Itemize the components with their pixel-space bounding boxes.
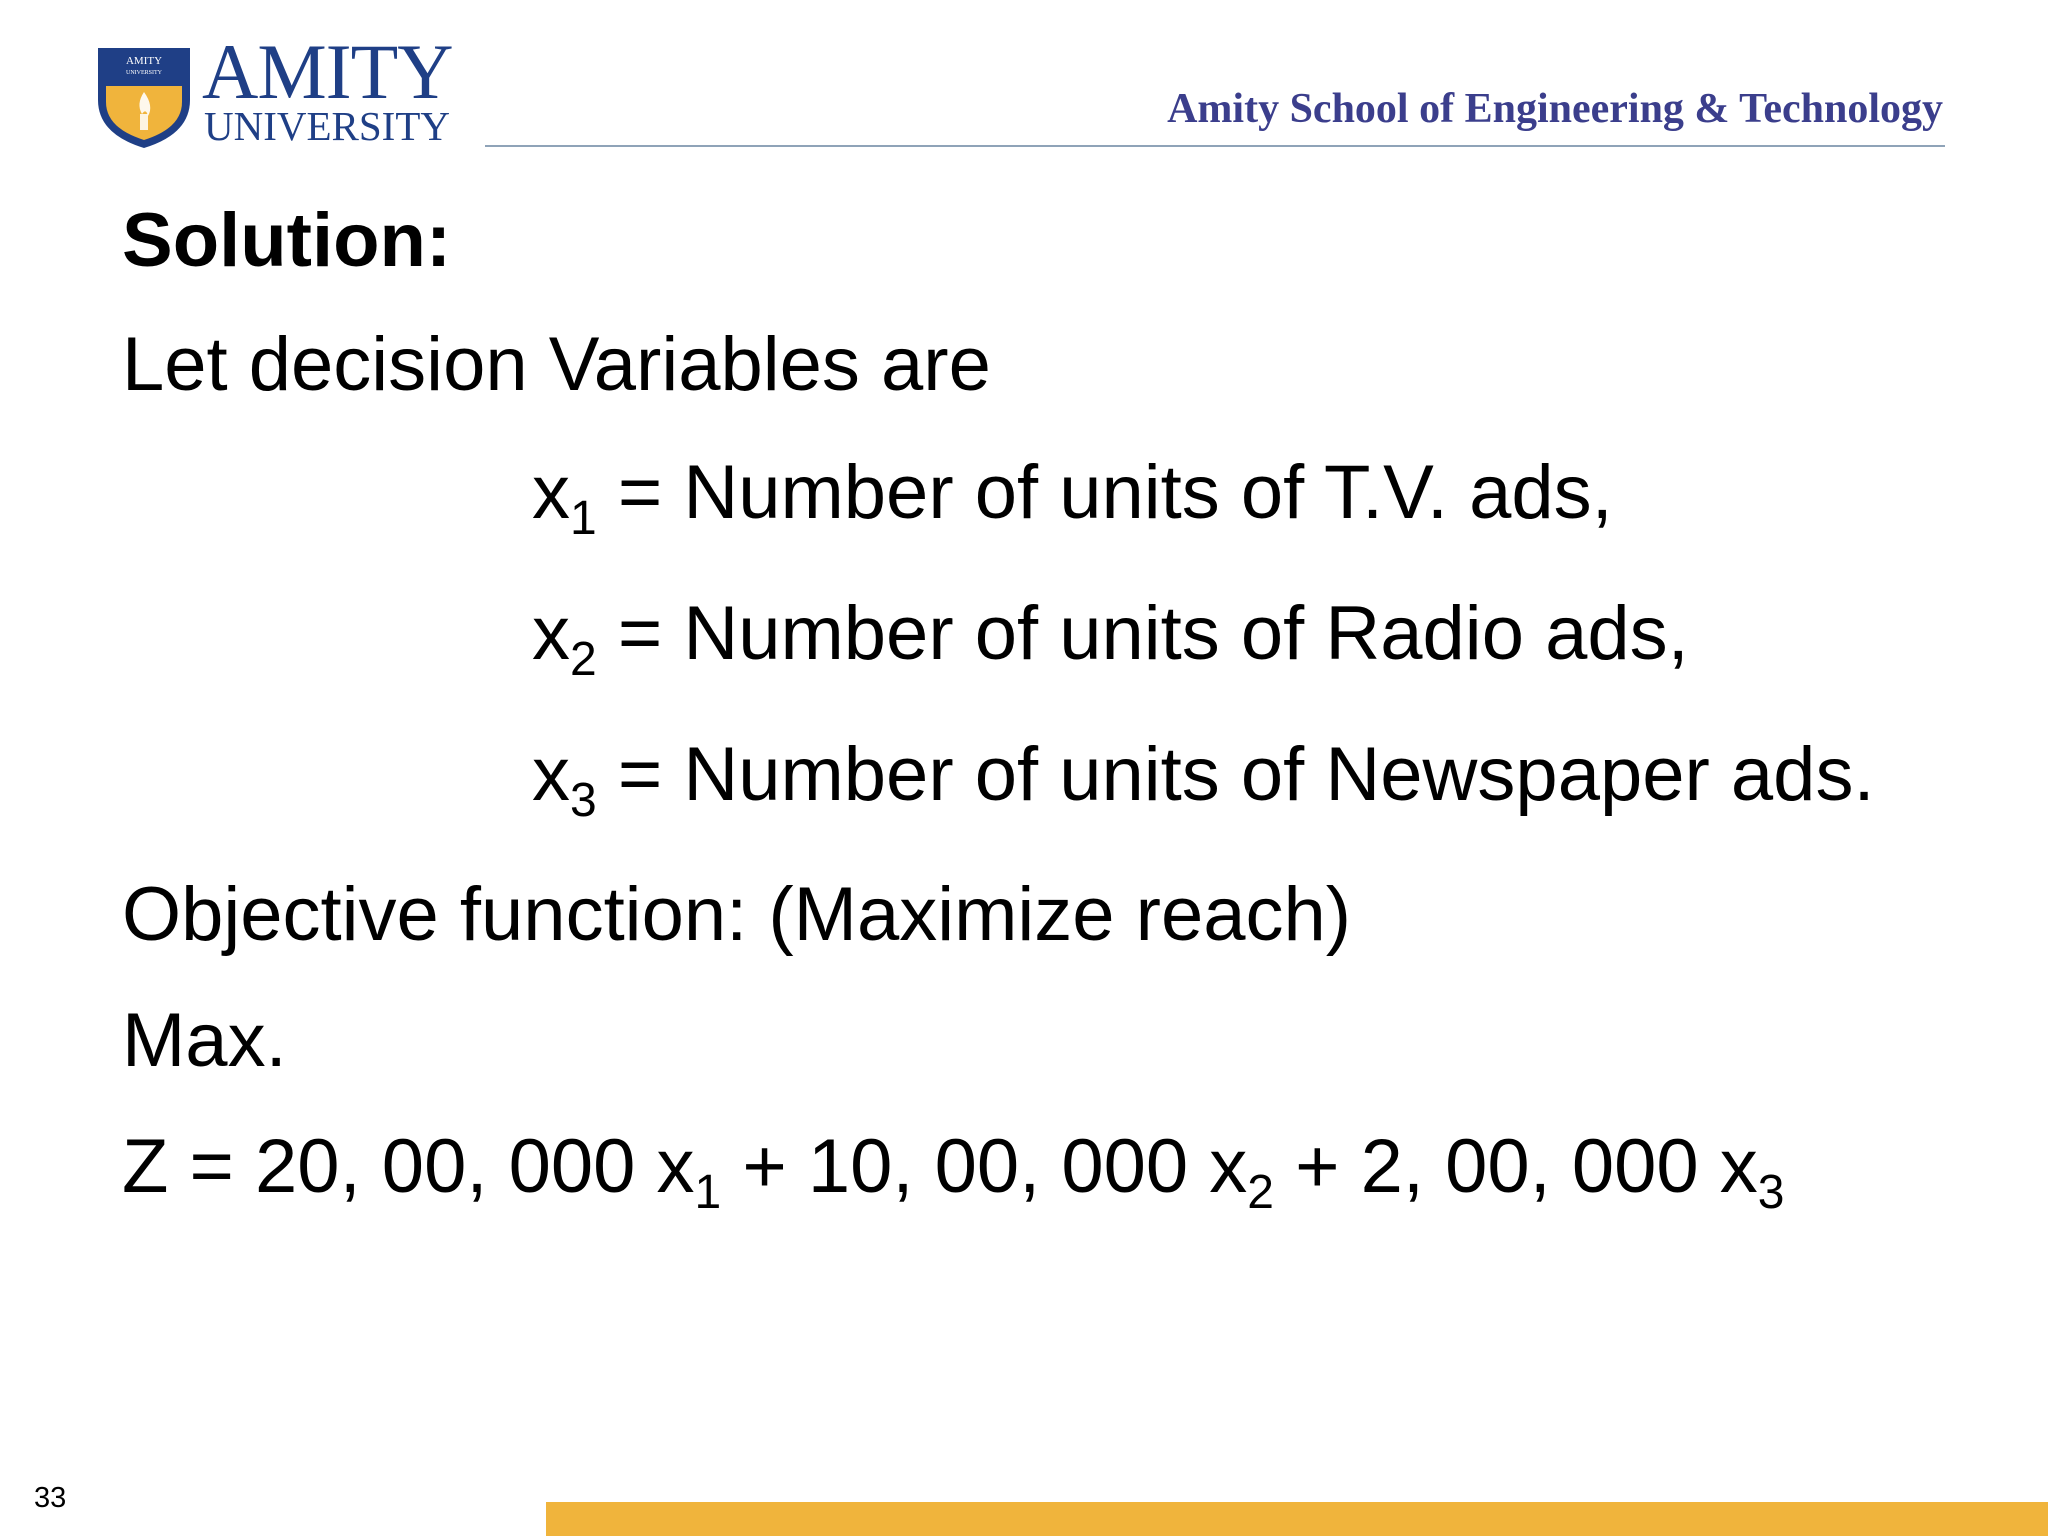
equation-subscript: 3	[1757, 1166, 1785, 1219]
objective-label: Objective function: (Maximize reach)	[122, 872, 1352, 957]
var-subscript: 1	[570, 492, 597, 545]
variable-x2	[532, 589, 1689, 686]
logo-wordmark: AMITY	[202, 28, 453, 115]
variable-x3	[532, 730, 1875, 827]
equation-subscript: 2	[1247, 1166, 1274, 1219]
page-number: 33	[34, 1482, 67, 1514]
svg-text:AMITY: AMITY	[125, 55, 163, 67]
variable-x1	[532, 448, 1613, 545]
header-divider	[485, 145, 1945, 147]
var-definition: = Number of units of Radio ads,	[596, 591, 1689, 676]
amity-shield-icon	[96, 42, 192, 150]
equation-part: Z = 20, 00, 000 x	[122, 1124, 695, 1209]
solution-heading: Solution:	[122, 198, 452, 283]
equation-part: + 10, 00, 000 x	[721, 1124, 1248, 1209]
logo-subtitle: UNIVERSITY	[204, 103, 450, 149]
max-label: Max.	[122, 998, 287, 1083]
header-title: Amity School of Engineering & Technology	[1167, 86, 1943, 132]
amity-logo	[96, 28, 453, 150]
footer-bar	[546, 1502, 2048, 1536]
objective-equation	[122, 1122, 1785, 1219]
var-name: x	[532, 450, 570, 535]
equation-part: + 2, 00, 000 x	[1273, 1124, 1758, 1209]
intro-text: Let decision Variables are	[122, 322, 991, 407]
var-subscript: 3	[570, 774, 597, 827]
var-name: x	[532, 591, 570, 676]
var-definition: = Number of units of T.V. ads,	[596, 450, 1613, 535]
var-name: x	[532, 732, 570, 817]
svg-text:UNIVERSITY: UNIVERSITY	[126, 70, 162, 76]
var-definition: = Number of units of Newspaper ads.	[596, 732, 1875, 817]
var-subscript: 2	[570, 633, 597, 686]
equation-subscript: 1	[694, 1166, 722, 1219]
